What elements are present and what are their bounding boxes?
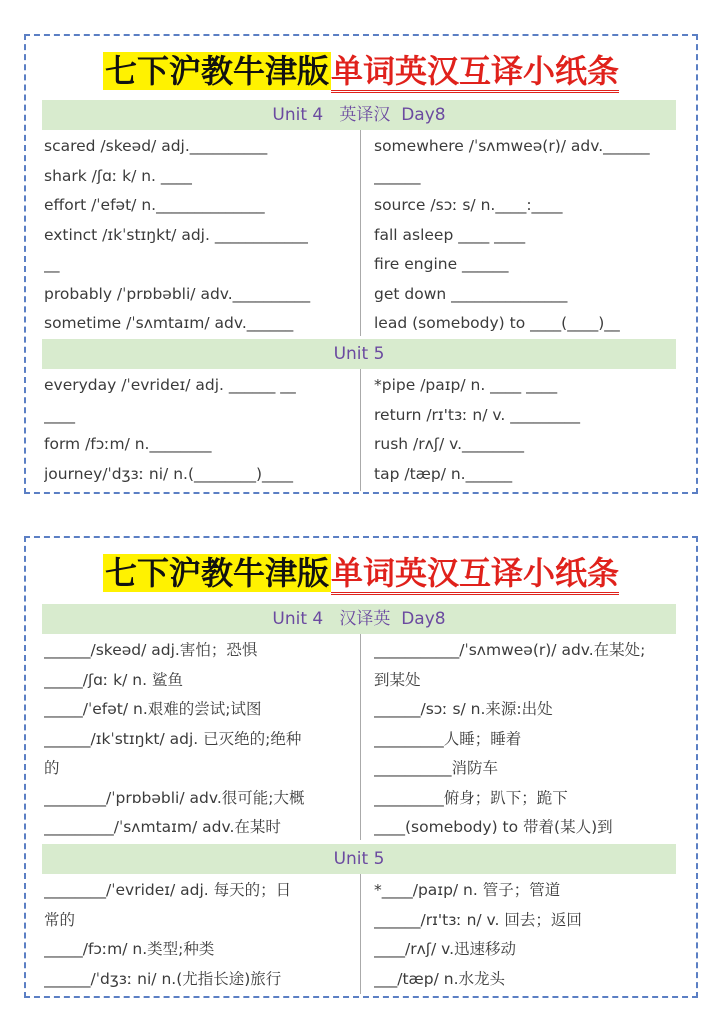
list-item: rush /rʌʃ/ v.________ (374, 435, 525, 453)
list-item: return /rɪ'tɜː n/ v. _________ (374, 405, 580, 424)
list-item: ____/rʌʃ/ v.迅速移动 (374, 940, 517, 958)
list-item: form /fɔːm/ n.________ (44, 435, 212, 453)
list-item: _________/ˈsʌmtaɪm/ adv.在某时 (44, 818, 281, 836)
list-item: ______/ˈdʒɜː ni/ n.(尤指长途)旅行 (44, 969, 282, 988)
unit4-right-column (374, 636, 682, 843)
title-subject: 单词英汉互译小纸条 (331, 52, 619, 93)
list-item: 到某处 (374, 670, 421, 689)
list-item: ______/ɪkˈstɪŋkt/ adj. 已灭绝的;绝种 (44, 729, 302, 748)
list-item: scared /skeəd/ adj.__________ (44, 137, 268, 155)
list-item: source /sɔː s/ n.____:____ (374, 196, 563, 214)
list-item: ___________/ˈsʌmweə(r)/ adv.在某处; (374, 641, 646, 659)
column-divider (360, 634, 361, 840)
title-subject: 单词英汉互译小纸条 (331, 554, 619, 595)
list-item: extinct /ɪkˈstɪŋkt/ adj. ____________ (44, 225, 308, 244)
list-item: sometime /ˈsʌmtaɪm/ adv.______ (44, 314, 294, 332)
unit5-right-column (374, 371, 682, 489)
list-item: get down _______________ (374, 284, 568, 303)
list-item: ____(somebody) to 带着(某人)到 (374, 818, 613, 836)
unit5-left-column (44, 876, 352, 994)
list-item: shark /ʃɑː k/ n. ____ (44, 166, 192, 185)
card-title (26, 48, 696, 98)
list-item: ______ (374, 166, 421, 185)
section-header-unit4: Unit 4 汉译英 Day8 (42, 604, 676, 634)
list-item: ________/ˈprɒbəbli/ adv.很可能;大概 (44, 788, 305, 807)
list-item: ___/tæp/ n.水龙头 (374, 969, 506, 988)
list-item: ________/ˈevrideɪ/ adj. 每天的；日 (44, 881, 292, 899)
list-item: probably /ˈprɒbəbli/ adv.__________ (44, 284, 311, 303)
list-item: journey/ˈdʒɜː ni/ n.(________)____ (44, 464, 294, 483)
list-item: _____/ˈefət/ n.艰难的尝试;试图 (44, 700, 262, 718)
list-item: ______/skeəd/ adj.害怕；恐惧 (44, 641, 258, 659)
list-item: _____/ʃɑː k/ n. 鲨鱼 (44, 670, 183, 689)
section-header-unit5: Unit 5 (42, 844, 676, 874)
list-item: *____/paɪp/ n. 管子；管道 (374, 881, 561, 899)
section-header-unit4: Unit 4 英译汉 Day8 (42, 100, 676, 130)
list-item: fall asleep ____ ____ (374, 225, 526, 244)
list-item: tap /tæp/ n.______ (374, 464, 513, 483)
list-item: ____ (44, 405, 75, 424)
unit4-right-column (374, 132, 682, 339)
list-item: fire engine ______ (374, 255, 509, 273)
list-item: everyday /ˈevrideɪ/ adj. ______ __ (44, 376, 296, 394)
column-divider (360, 874, 361, 994)
list-item: 常的 (44, 910, 76, 929)
list-item: _________人睡；睡着 (374, 729, 522, 748)
vocab-card-chinese-to-english (24, 536, 698, 998)
unit4-left-column (44, 132, 352, 339)
list-item: _________俯身；趴下；跪下 (374, 788, 568, 807)
list-item: lead (somebody) to ____(____)__ (374, 314, 620, 332)
column-divider (360, 369, 361, 491)
title-edition: 七下沪教牛津版 (104, 52, 329, 90)
title-edition: 七下沪教牛津版 (104, 554, 329, 592)
list-item: ______/sɔː s/ n.来源:出处 (374, 700, 553, 718)
list-item: somewhere /ˈsʌmweə(r)/ adv.______ (374, 137, 650, 155)
card-title (26, 550, 696, 600)
list-item: 的 (44, 759, 60, 777)
list-item: effort /ˈefət/ n.______________ (44, 196, 265, 214)
unit5-right-column (374, 876, 682, 994)
section-header-unit5: Unit 5 (42, 339, 676, 369)
unit5-left-column (44, 371, 352, 489)
unit4-left-column (44, 636, 352, 843)
list-item: *pipe /paɪp/ n. ____ ____ (374, 376, 558, 394)
column-divider (360, 130, 361, 336)
list-item: _____/fɔːm/ n.类型;种类 (44, 940, 215, 958)
list-item: __ (44, 255, 60, 273)
list-item: ______/rɪ'tɜː n/ v. 回去；返回 (374, 910, 582, 929)
vocab-card-english-to-chinese (24, 34, 698, 494)
list-item: __________消防车 (374, 759, 499, 777)
